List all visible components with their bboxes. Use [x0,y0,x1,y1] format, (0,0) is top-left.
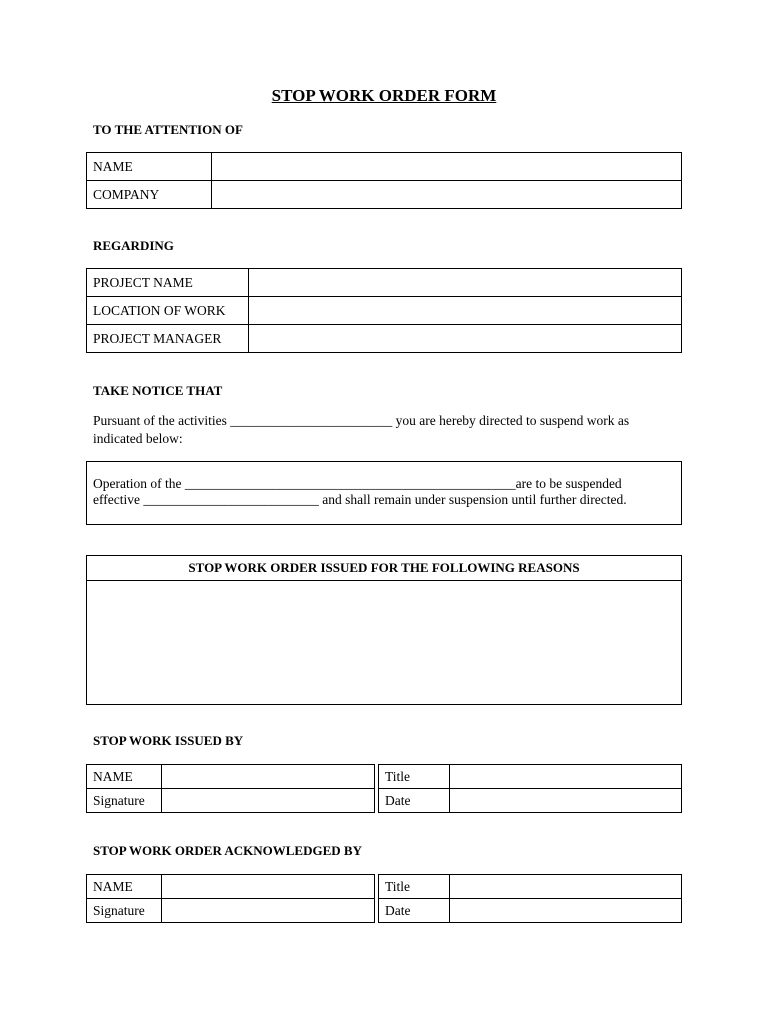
company-label: COMPANY [87,181,212,209]
ack-title-field[interactable] [450,875,682,899]
ack-date-field[interactable] [450,899,682,923]
form-title: STOP WORK ORDER FORM [271,86,497,105]
acknowledged-by-heading: STOP WORK ORDER ACKNOWLEDGED BY [93,843,362,858]
notice-text [93,412,683,448]
ack-name-field[interactable] [162,875,375,899]
issued-date-field[interactable] [450,789,682,813]
issued-name-field[interactable] [162,765,375,789]
attention-table [86,152,682,209]
operation-box [86,461,682,525]
issued-by-heading: STOP WORK ISSUED BY [93,733,244,748]
issued-signature-field[interactable] [162,789,375,813]
issued-name-label: NAME [87,765,162,789]
issued-signature-label: Signature [87,789,162,813]
issued-title-field[interactable] [450,765,682,789]
ack-date-label: Date [379,899,450,923]
location-label: LOCATION OF WORK [87,297,249,325]
ack-signature-label: Signature [87,899,162,923]
project-name-label: PROJECT NAME [87,269,249,297]
operation-line-2: effective __________________________ and shall remain under suspension until further directed. [93,492,627,507]
regarding-heading: REGARDING [93,238,174,253]
name-field[interactable] [212,153,682,181]
acknowledged-by-table [86,874,682,923]
name-label: NAME [87,153,212,181]
ack-title-label: Title [379,875,450,899]
operation-line-1: Operation of the _________________________________________________are to be suspended [93,476,622,491]
reasons-box [86,555,682,705]
notice-line-2: indicated below: [93,431,183,446]
notice-heading: TAKE NOTICE THAT [93,383,223,398]
company-field[interactable] [212,181,682,209]
project-manager-field[interactable] [249,325,682,353]
reasons-heading: STOP WORK ORDER ISSUED FOR THE FOLLOWING REASONS [87,556,681,581]
notice-line-1: Pursuant of the activities ________________________ you are hereby directed to suspend work as [93,413,630,428]
location-field[interactable] [249,297,682,325]
reasons-field[interactable] [87,581,681,705]
regarding-table [86,268,682,353]
issued-date-label: Date [379,789,450,813]
project-manager-label: PROJECT MANAGER [87,325,249,353]
attention-heading: TO THE ATTENTION OF [93,122,243,137]
issued-by-table [86,764,682,813]
issued-title-label: Title [379,765,450,789]
ack-name-label: NAME [87,875,162,899]
ack-signature-field[interactable] [162,899,375,923]
project-name-field[interactable] [249,269,682,297]
